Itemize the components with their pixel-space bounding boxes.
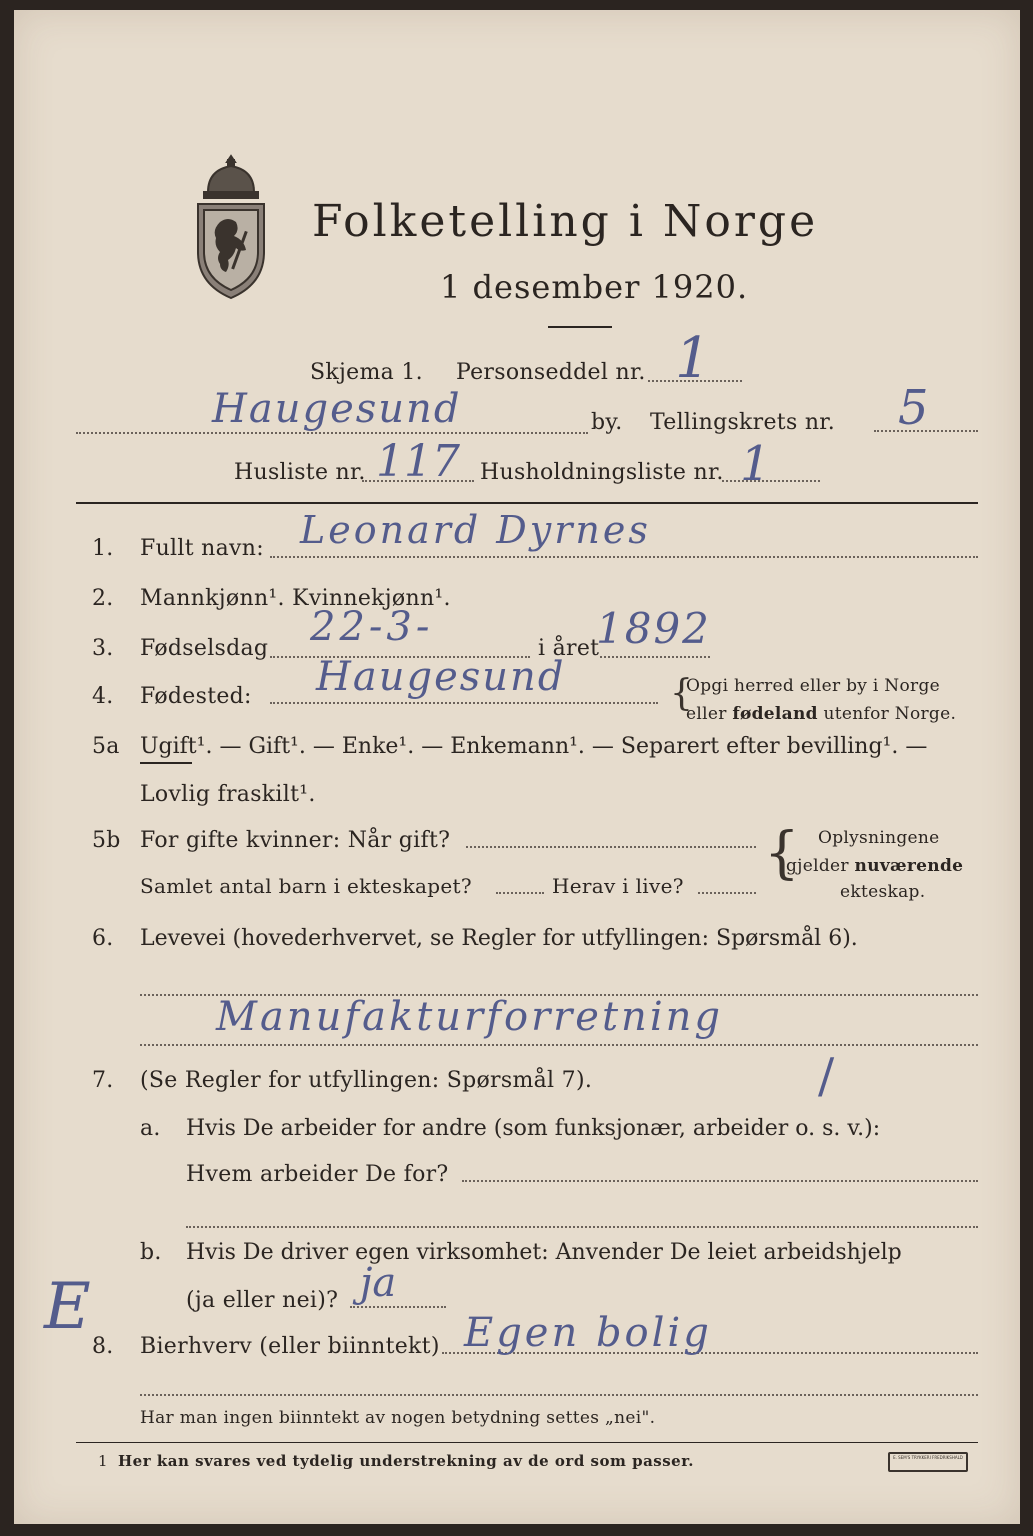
side-income-note: Har man ingen biinntekt av nogen betydning settes „nei". (140, 1408, 656, 1428)
q4-note-line2: eller fødeland utenfor Norge. (686, 704, 957, 724)
q8-line2 (140, 1394, 978, 1396)
q5b-children-line (496, 892, 544, 894)
q7-number: 7. (92, 1068, 114, 1093)
husliste-value[interactable]: 117 (376, 436, 460, 487)
by-label: by. (591, 410, 623, 435)
q3-number: 3. (92, 636, 114, 661)
q2-number: 2. (92, 586, 114, 611)
q8-number: 8. (92, 1334, 114, 1359)
q5b-note-line2: gjelder nuværende (786, 856, 964, 876)
title-divider (548, 326, 612, 328)
personseddel-label: Personseddel nr. (456, 360, 646, 385)
printer-stamp: E. SEM'S TRYKKERI FREDRIKSHALD (888, 1452, 968, 1472)
marital-status-options[interactable]: Ugift¹. — Gift¹. — Enke¹. — Enkemann¹. — Separert efter bevilling¹. — (140, 734, 928, 759)
q5b-alive-line (698, 892, 756, 894)
q7a-letter: a. (140, 1116, 161, 1141)
q6-line2 (140, 1044, 978, 1046)
husliste-label: Husliste nr. (234, 460, 366, 485)
q7b-question: (ja eller nei)? (186, 1288, 339, 1313)
header-divider (76, 502, 978, 504)
q5b-note-bracket: { (764, 821, 800, 886)
occupation-value[interactable]: Manufakturforretning (216, 994, 723, 1040)
birthplace-value[interactable]: Haugesund (316, 654, 566, 700)
form-date: 1 desember 1920. (440, 268, 749, 306)
q5b-number: 5b (92, 828, 121, 853)
q5b-note-line1: Oplysningene (818, 828, 940, 848)
q7b-line (350, 1306, 446, 1308)
q3-year-line (600, 656, 710, 658)
margin-mark: E (44, 1270, 91, 1344)
q6-number: 6. (92, 926, 114, 951)
q5b-alive-label: Herav i live? (552, 874, 684, 898)
city-value[interactable]: Haugesund (212, 386, 462, 432)
husholdning-line (722, 480, 820, 482)
marital-status-options-cont[interactable]: Lovlig fraskilt¹. (140, 782, 316, 807)
q8-label: Bierhverv (eller biinntekt) (140, 1334, 440, 1359)
q3-label: Fødselsdag (140, 636, 269, 661)
q5b-note-line3: ekteskap. (840, 882, 926, 902)
q7a-text: Hvis De arbeider for andre (som funksjonær, arbeider o. s. v.): (186, 1116, 881, 1141)
coat-of-arms-icon (188, 152, 274, 302)
q3-year-label: i året (538, 636, 600, 661)
q7b-letter: b. (140, 1240, 162, 1265)
q7a-line1 (462, 1180, 978, 1182)
footnote-divider (76, 1442, 978, 1443)
q4-line (270, 702, 658, 704)
q4-note-line1: Opgi herred eller by i Norge (686, 676, 940, 696)
ugift-underline (140, 762, 192, 764)
q5b-married-line (466, 846, 756, 848)
q7-label: (Se Regler for utfyllingen: Spørsmål 7). (140, 1068, 593, 1093)
q5b-children-label: Samlet antal barn i ekteskapet? (140, 874, 472, 898)
q7a-question: Hvem arbeider De for? (186, 1162, 449, 1187)
side-income-value[interactable]: Egen bolig (464, 1310, 712, 1356)
q1-line (270, 556, 978, 558)
q7a-line2 (186, 1226, 978, 1228)
q5b-married-label: For gifte kvinner: Når gift? (140, 828, 451, 853)
checkmark-icon: / (818, 1048, 835, 1104)
footnote-text: Her kan svares ved tydelig understrekning av de ord som passer. (118, 1452, 694, 1470)
q7b-text: Hvis De driver egen virksomhet: Anvender De leiet arbeidshjelp (186, 1240, 902, 1265)
tellingskrets-label: Tellingskrets nr. (650, 410, 835, 435)
city-line (76, 432, 588, 434)
q4-number: 4. (92, 684, 114, 709)
birth-day-value[interactable]: 22-3- (310, 604, 434, 650)
q5a-number: 5a (92, 734, 120, 759)
q6-label: Levevei (hovederhvervet, se Regler for utfyllingen: Spørsmål 6). (140, 926, 858, 951)
husholdning-label: Husholdningsliste nr. (480, 460, 724, 485)
gender-options[interactable]: Mannkjønn¹. Kvinnekjønn¹. (140, 586, 451, 611)
employs-help-value[interactable]: ja (360, 1260, 397, 1306)
tellingskrets-value[interactable]: 5 (898, 380, 929, 436)
full-name-value[interactable]: Leonard Dyrnes (300, 508, 651, 552)
skjema-label: Skjema 1. (310, 360, 423, 385)
footnote-number: 1 (98, 1452, 108, 1470)
q4-label: Fødested: (140, 684, 252, 709)
q1-label: Fullt navn: (140, 536, 264, 561)
q4-note-bracket: { (670, 673, 694, 714)
birth-year-value[interactable]: 1892 (596, 604, 711, 653)
personseddel-value[interactable]: 1 (675, 326, 711, 391)
q1-number: 1. (92, 536, 114, 561)
form-title: Folketelling i Norge (312, 196, 819, 247)
husholdning-value[interactable]: 1 (740, 436, 771, 492)
